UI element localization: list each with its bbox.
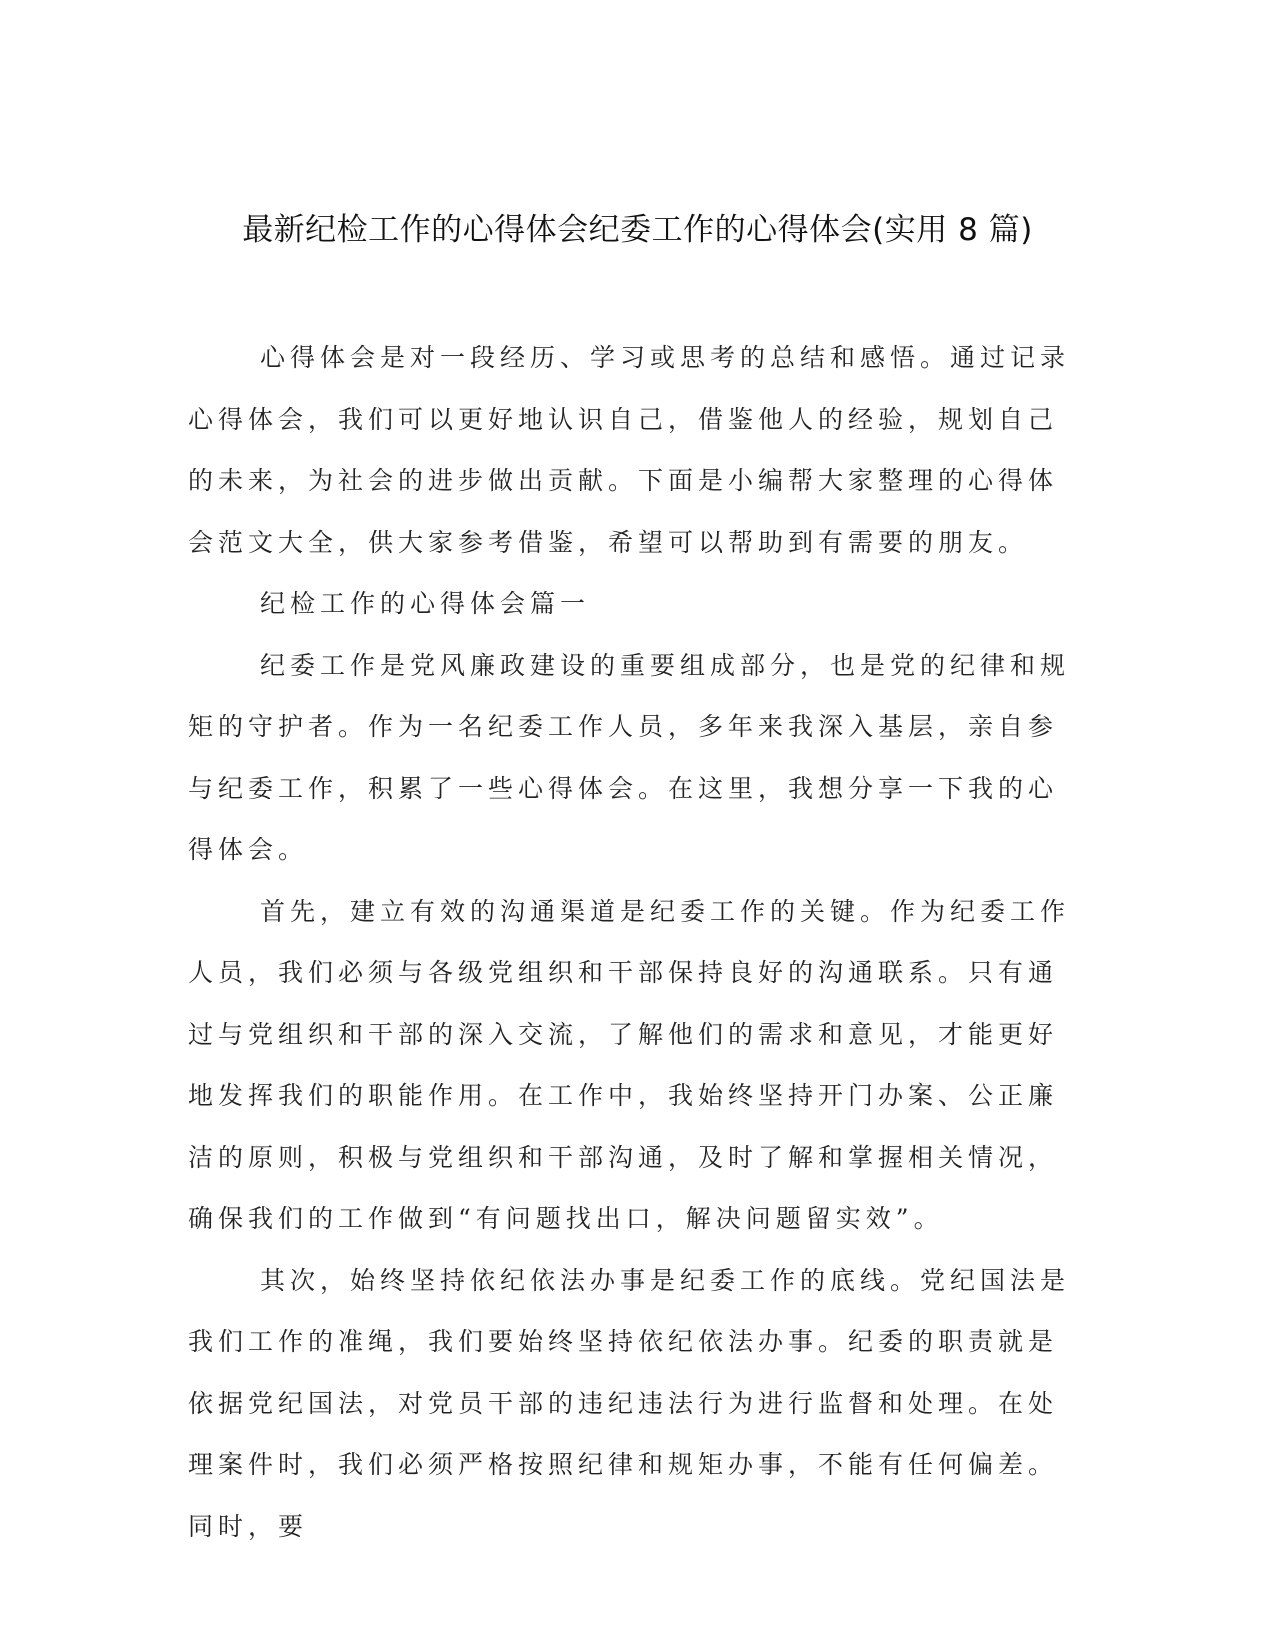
body-paragraph: 纪委工作是党风廉政建设的重要组成部分，也是党的纪律和规矩的守护者。作为一名纪委工作人员，多年来我深入基层，亲自参与纪委工作，积累了一些心得体会。在这里，我想分享一下我的心得体会。: [188, 650, 1071, 864]
document-title: 最新纪检工作的心得体会纪委工作的心得体会(实用 8 篇): [242, 212, 1033, 248]
document-body: [188, 327, 1080, 1557]
body-paragraph: 首先，建立有效的沟通渠道是纪委工作的关键。作为纪委工作人员，我们必须与各级党组织和干部保持良好的沟通联系。只有通过与党组织和干部的深入交流，了解他们的需求和意见，才能更好地发挥我们的职能作用。在工作中，我始终坚持开门办案、公正廉洁的原则，积极与党组织和干部沟通，及时了解和掌握相关情况，确保我们的工作做到“有问题找出口，解决问题留实效”。: [188, 896, 1071, 1233]
intro-paragraph: 心得体会是对一段经历、学习或思考的总结和感悟。通过记录心得体会，我们可以更好地认识自己，借鉴他人的经验，规划自己的未来，为社会的进步做出贡献。下面是小编帮大家整理的心得体会范文大全，供大家参考借鉴，希望可以帮助到有需要的朋友。: [188, 343, 1071, 557]
body-paragraph: 其次，始终坚持依纪依法办事是纪委工作的底线。党纪国法是我们工作的准绳，我们要始终坚持依纪依法办事。纪委的职责就是依据党纪国法，对党员干部的违纪违法行为进行监督和处理。在处理案件时，我们必须严格按照纪律和规矩办事，不能有任何偏差。同时，要: [188, 1265, 1071, 1541]
section-heading: 纪检工作的心得体会篇一: [260, 589, 591, 618]
